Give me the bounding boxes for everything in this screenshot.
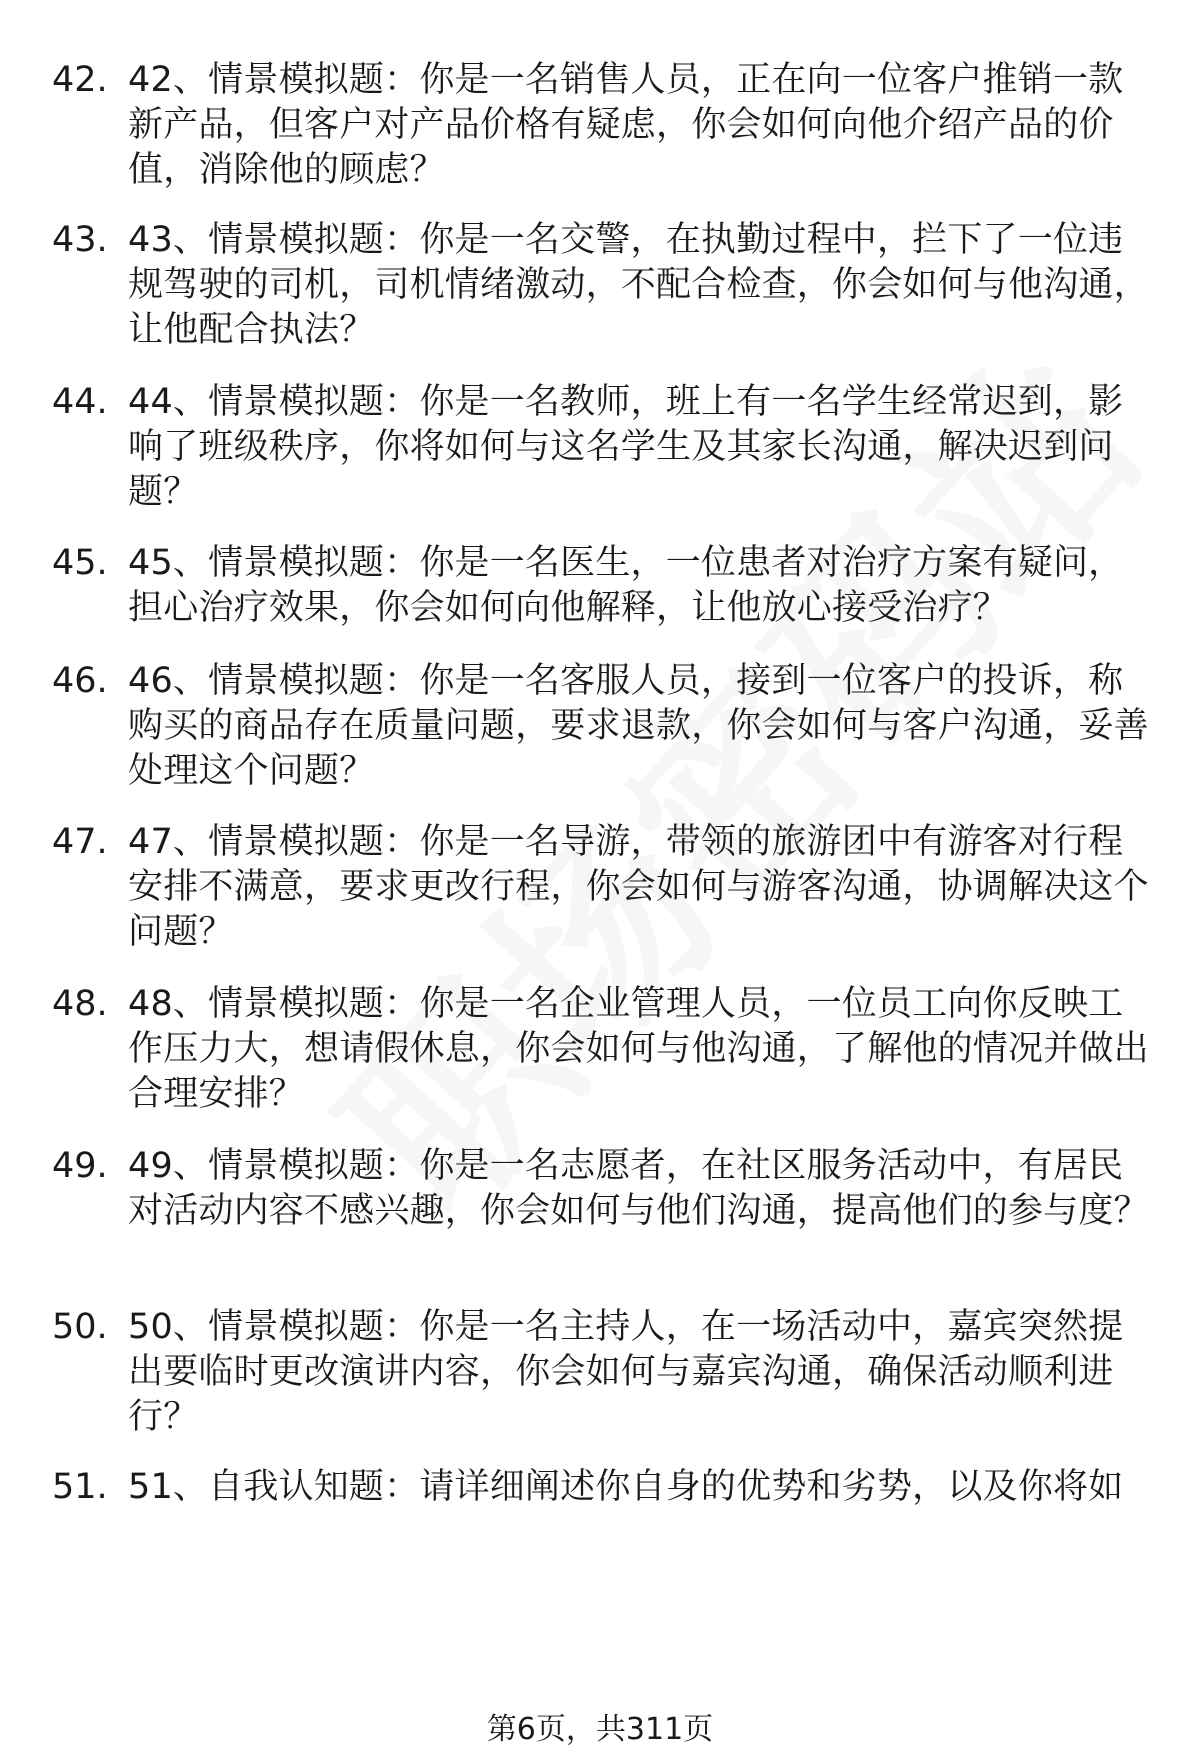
item-text: 48、情景模拟题：你是一名企业管理人员，一位员工向你反映工作压力大，想请假休息，你会如何与他沟通，了解他的情况并做出合理安排？ <box>128 984 1149 1114</box>
item-number: 49. <box>52 1146 108 1186</box>
item-text: 45、情景模拟题：你是一名医生，一位患者对治疗方案有疑问，担心治疗效果，你会如何向他解释，让他放心接受治疗？ <box>128 543 1124 628</box>
item-number: 50. <box>52 1307 108 1347</box>
item-number: 45. <box>52 543 108 583</box>
item-text: 46、情景模拟题：你是一名客服人员，接到一位客户的投诉，称购买的商品存在质量问题，要求退款，你会如何与客户沟通，妥善处理这个问题？ <box>128 661 1149 791</box>
item-number: 47. <box>52 822 108 862</box>
item-number: 43. <box>52 220 108 260</box>
item-text: 42、情景模拟题：你是一名销售人员，正在向一位客户推销一款新产品，但客户对产品价格有疑虑，你会如何向他介绍产品的价值，消除他的顾虑？ <box>128 60 1124 190</box>
item-text: 50、情景模拟题：你是一名主持人，在一场活动中，嘉宾突然提出要临时更改演讲内容，你会如何与嘉宾沟通，确保活动顺利进行？ <box>128 1307 1124 1437</box>
item-text: 47、情景模拟题：你是一名导游，带领的旅游团中有游客对行程安排不满意，要求更改行程，你会如何与游客沟通，协调解决这个问题？ <box>128 822 1149 952</box>
page-footer: 第6页，共311页 <box>486 1712 714 1747</box>
item-number: 42. <box>52 60 108 100</box>
item-number: 44. <box>52 382 108 422</box>
item-number: 46. <box>52 661 108 701</box>
item-text: 51、自我认知题：请详细阐述你自身的优势和劣势，以及你将如 <box>128 1467 1124 1507</box>
item-number: 48. <box>52 984 108 1024</box>
item-text: 49、情景模拟题：你是一名志愿者，在社区服务活动中，有居民对活动内容不感兴趣，你会如何与他们沟通，提高他们的参与度？ <box>128 1146 1149 1231</box>
item-text: 44、情景模拟题：你是一名教师，班上有一名学生经常迟到，影响了班级秩序，你将如何与这名学生及其家长沟通，解决迟到问题？ <box>128 382 1124 512</box>
item-number: 51. <box>52 1467 108 1507</box>
item-text: 43、情景模拟题：你是一名交警，在执勤过程中，拦下了一位违规驾驶的司机，司机情绪激动，不配合检查，你会如何与他沟通，让他配合执法？ <box>128 220 1149 350</box>
